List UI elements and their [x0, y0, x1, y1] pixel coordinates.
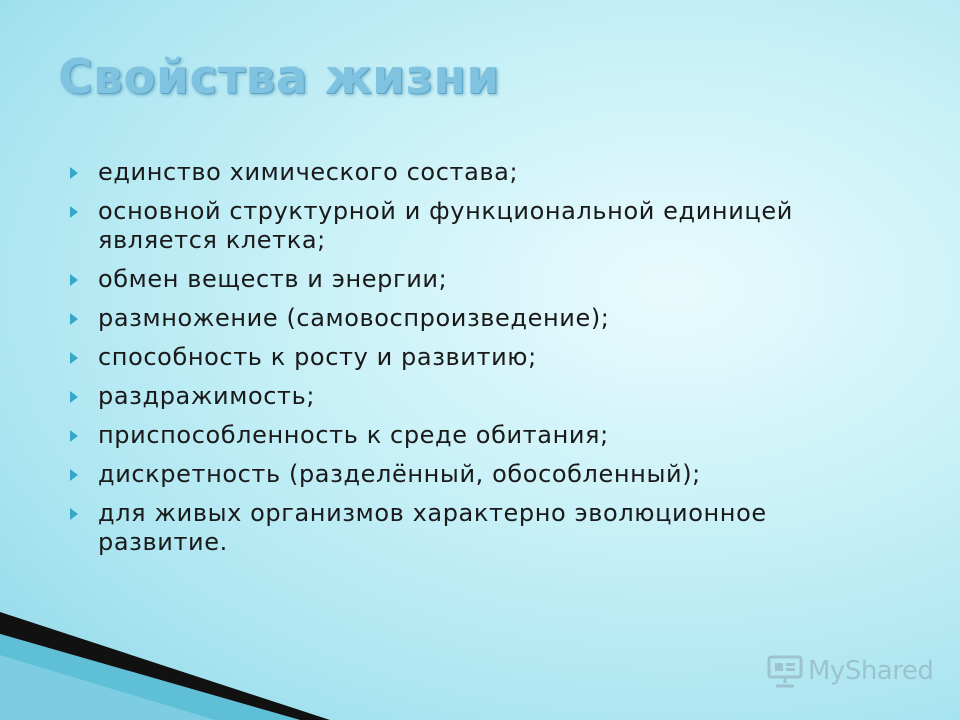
bullet-text: основной структурной и функциональной единицей является клетка; — [98, 197, 793, 254]
bullet-text: единство химического состава; — [98, 158, 519, 186]
bullet-text: раздражимость; — [98, 382, 316, 410]
presentation-board-icon — [766, 654, 804, 688]
watermark-text: MyShared — [808, 656, 934, 686]
bullet-text: приспособленность к среде обитания; — [98, 421, 609, 449]
watermark-logo — [766, 654, 933, 688]
slide-title: Свойства жизни — [58, 50, 500, 105]
bullet-text: обмен веществ и энергии; — [98, 265, 448, 293]
bullet-text: способность к росту и развитию; — [98, 343, 537, 371]
bullet-text: размножение (самовоспроизведение); — [98, 304, 610, 332]
bullet-text: для живых организмов характерно эволюционное развитие. — [98, 499, 767, 556]
bullet-text: дискретность (разделённый, обособленный); — [98, 460, 701, 488]
